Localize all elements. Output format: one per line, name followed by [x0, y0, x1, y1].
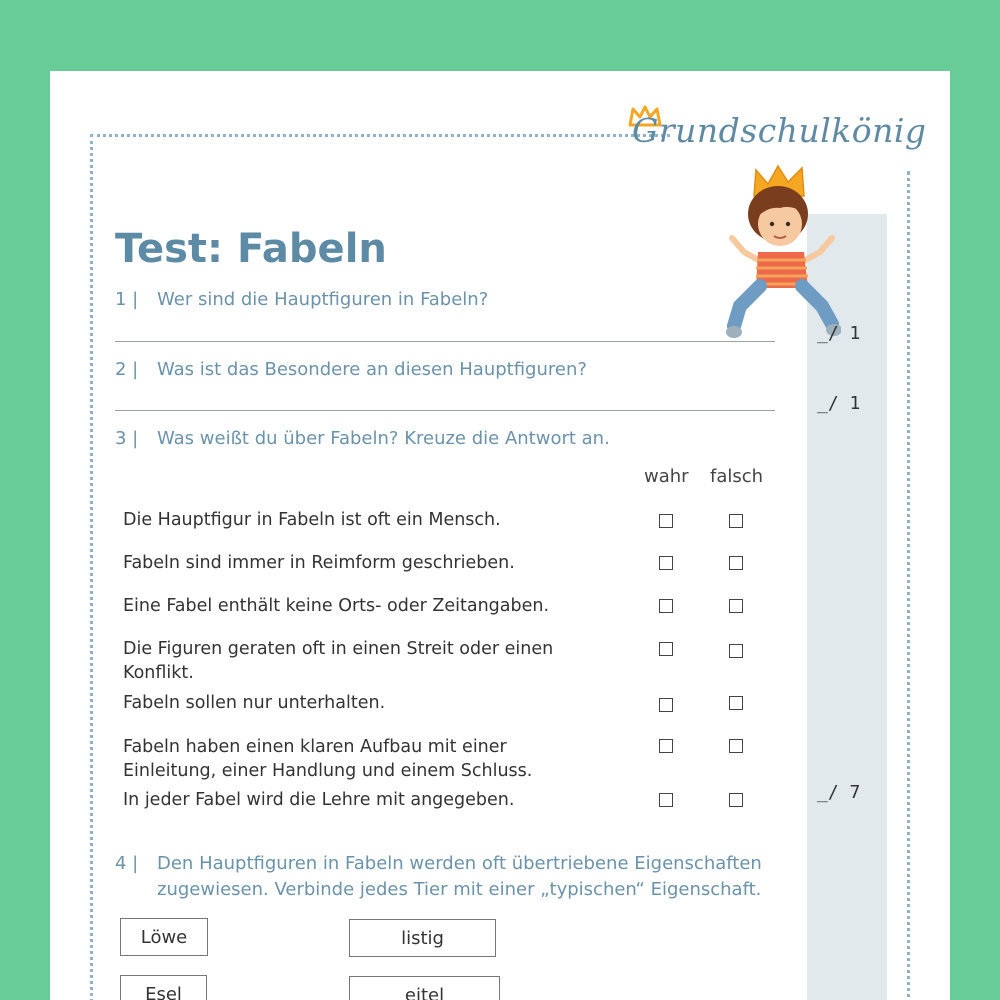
checkbox-false-3[interactable]	[729, 599, 743, 613]
animal-card-loewe[interactable]: Löwe	[120, 918, 208, 956]
answer-line-2[interactable]	[115, 410, 775, 411]
checkbox-true-7[interactable]	[659, 793, 673, 807]
question-text: Wer sind die Hauptfiguren in Fabeln?	[157, 289, 489, 310]
question-text-line-1: Den Hauptfiguren in Fabeln werden oft übertriebene Eigenschaften	[157, 853, 762, 874]
statement-2: Fabeln sind immer in Reimform geschrieben.	[123, 553, 515, 573]
dotted-border-right	[907, 171, 910, 1000]
score-question-3: _/ 7	[817, 782, 861, 803]
checkbox-false-4[interactable]	[729, 644, 743, 658]
checkbox-false-7[interactable]	[729, 793, 743, 807]
question-4	[115, 851, 762, 903]
statement-1: Die Hauptfigur in Fabeln ist oft ein Mensch.	[123, 510, 501, 530]
statement-6: Fabeln haben einen klaren Aufbau mit einer Einleitung, einer Handlung und einem Schluss.	[123, 737, 533, 781]
statement-5: Fabeln sollen nur unterhalten.	[123, 693, 386, 713]
question-text: Was weißt du über Fabeln? Kreuze die Antwort an.	[157, 428, 610, 449]
checkbox-true-1[interactable]	[659, 514, 673, 528]
score-question-2: _/ 1	[817, 393, 861, 414]
statement-3: Eine Fabel enthält keine Orts- oder Zeitangaben.	[123, 596, 550, 616]
dotted-border-top	[90, 134, 670, 137]
question-number: 1 |	[115, 289, 139, 310]
score-question-1: _/ 1	[817, 323, 861, 344]
question-text	[157, 851, 762, 903]
trait-card-eitel[interactable]: eitel	[349, 976, 500, 1000]
checkbox-false-1[interactable]	[729, 514, 743, 528]
checkbox-true-6[interactable]	[659, 739, 673, 753]
question-text-line-2: zugewiesen. Verbinde jedes Tier mit einer „typischen“ Eigenschaft.	[157, 879, 762, 900]
brand-logo-text: Grundschulkönig	[632, 111, 927, 150]
checkbox-true-4[interactable]	[659, 642, 673, 656]
dotted-border-left	[90, 134, 93, 1000]
statement-7: In jeder Fabel wird die Lehre mit angegeben.	[123, 790, 515, 810]
question-number: 3 |	[115, 428, 139, 449]
animal-card-esel[interactable]: Esel	[120, 975, 207, 1000]
question-text: Was ist das Besondere an diesen Hauptfiguren?	[157, 359, 587, 380]
question-3	[115, 428, 610, 449]
answer-line-1[interactable]	[115, 341, 775, 342]
question-2	[115, 359, 587, 380]
checkbox-true-3[interactable]	[659, 599, 673, 613]
question-number: 4 |	[115, 853, 139, 874]
statement-4: Die Figuren geraten oft in einen Streit oder einen Konflikt.	[123, 639, 554, 683]
checkbox-false-5[interactable]	[729, 696, 743, 710]
column-header-false: falsch	[710, 466, 764, 487]
checkbox-false-6[interactable]	[729, 739, 743, 753]
trait-card-listig[interactable]: listig	[349, 919, 496, 957]
checkbox-true-5[interactable]	[659, 698, 673, 712]
question-number: 2 |	[115, 359, 139, 380]
worksheet	[50, 71, 950, 1000]
checkbox-true-2[interactable]	[659, 556, 673, 570]
column-header-true: wahr	[644, 466, 689, 487]
worksheet-title: Test: Fabeln	[115, 226, 387, 272]
checkbox-false-2[interactable]	[729, 556, 743, 570]
question-1	[115, 289, 488, 310]
